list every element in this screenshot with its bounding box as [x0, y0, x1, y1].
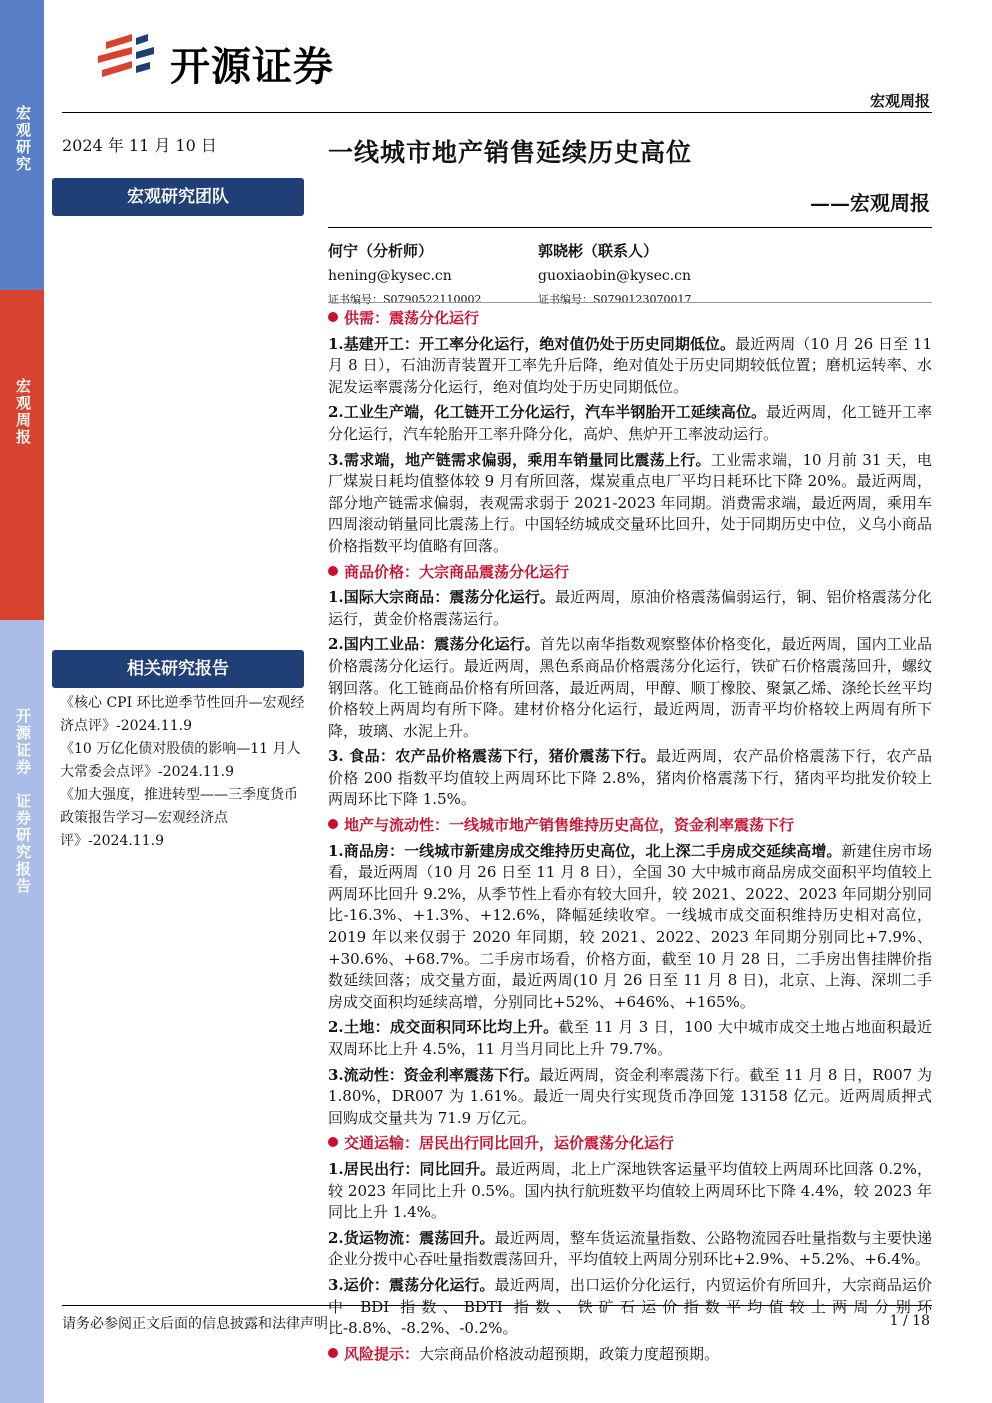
report-type: 宏观周报 — [869, 92, 930, 110]
para-lead: 3.流动性：资金利率震荡下行。 — [328, 1065, 540, 1084]
report-subtitle: ——宏观周报 — [810, 191, 930, 215]
para-text: 首先以南华指数观察整体价格变化，最近两周，国内工业品价格震荡分化运行。最近两周，黑色系商品价格震荡分化运行，铁矿石价格震荡回升，螺纹钢回落。化工链商品价格有所回落，最近两周，甲醇、顺丁橡胶、聚氯乙烯、涤纶长丝平均价格较上两周均有所下降。建材价格分化运行，最近两周，沥青平均价格较上两周有所下降，玻璃、水泥上升。 — [328, 635, 932, 740]
report-date: 2024 年 11 月 10 日 — [62, 136, 217, 155]
para-lead: 3.需求端，地产链需求偏弱，乘用车销量同比震荡上行。 — [328, 450, 711, 469]
side-label-bottom: 开源证券 证券研究报告 — [14, 708, 32, 895]
bullet-icon — [328, 312, 338, 322]
related-report-item[interactable]: 《核心 CPI 环比逆季节性回升—宏观经济点评》-2024.11.9 — [60, 695, 305, 734]
para-text: 最近两周，化工链开工率分化运行，汽车轮胎开工率升降分化，高炉、焦炉开工率波动运行。 — [328, 403, 932, 443]
para-lead: 1.国际大宗商品：震荡分化运行。 — [328, 588, 555, 607]
para-lead: 2.工业生产端，化工链开工分化运行，汽车半钢胎开工延续高位。 — [328, 403, 767, 422]
brand-logo-icon — [92, 28, 162, 88]
header-rule — [62, 112, 932, 113]
side-strip-bottom — [0, 620, 44, 1403]
brand-name: 开源证券 — [170, 44, 334, 90]
section-heading — [328, 1133, 932, 1155]
analyst-name: 郭晓彬（联系人） — [538, 242, 659, 260]
report-title: 一线城市地产销售延续历史高位 — [328, 138, 693, 167]
para-text: 最近两周，出口运价分化运行，内贸运价有所回升，大宗商品运价中 BDI 指数、BDTI 指数、铁矿石运价指数平均值较上两周分别环比-8.8%、-8.2%、-0.2%。 — [328, 1275, 932, 1338]
section-heading — [328, 815, 932, 837]
paragraph — [328, 1228, 932, 1271]
section-heading-text: 商品价格：大宗商品震荡分化运行 — [344, 562, 570, 581]
risk-lead: 风险提示： — [344, 1344, 420, 1363]
report-body — [328, 306, 932, 1369]
related-reports — [60, 692, 306, 853]
bullet-icon — [328, 1348, 338, 1358]
paragraph — [328, 587, 932, 630]
para-text: 最近两周，整车货运流量指数、公路物流园吞吐量指数与主要快递企业分拨中心吞吐量指数震荡回升，平均值较上两周分别环比+2.9%、+5.2%、+6.4%。 — [328, 1228, 932, 1269]
analyst-2 — [538, 240, 692, 307]
side-label-mid: 宏观周报 — [14, 378, 32, 446]
page-number: 1 / 18 — [889, 1313, 930, 1329]
side-label-top: 宏观研究 — [14, 105, 32, 173]
para-text: 截至 11 月 3 日，100 大中城市成交土地占地面积最近双周环比上升 4.5%，11 月当月同比上升 79.7%。 — [328, 1018, 932, 1058]
analyst-cert: 证书编号：S0790123070017 — [538, 293, 692, 306]
section-heading — [328, 562, 932, 584]
para-lead: 3.运价：震荡分化运行。 — [328, 1275, 495, 1294]
para-lead: 2.国内工业品：震荡分化运行。 — [328, 635, 540, 654]
paragraph — [328, 841, 932, 1014]
paragraph — [328, 634, 932, 742]
team-box: 宏观研究团队 — [52, 178, 304, 216]
para-lead: 3. 食品：农产品价格震荡下行，猪价震荡下行。 — [328, 747, 657, 766]
para-lead: 2.土地：成交面积同环比均上升。 — [328, 1018, 559, 1037]
related-report-item[interactable]: 《10 万亿化债对股债的影响—11 月人大常委会点评》-2024.11.9 — [60, 741, 301, 780]
para-text: 最近两周，资金利率震荡下行。截至 11 月 8 日，R007 为 1.80%，DR007 为 1.61%。最近一周央行实现货币净回笼 13158 亿元。近两周质押式回购成交量共为 71.9 万亿元。 — [328, 1065, 932, 1127]
side-strip-top — [0, 0, 44, 290]
section-heading-text: 供需：震荡分化运行 — [344, 309, 480, 327]
para-text: 最近两周，农产品价格震荡下行，农产品价格 200 指数平均值较上两周环比下降 2.8%，猪肉价格震荡下行，猪肉平均批发价较上两周环比下降 1.5%。 — [328, 747, 932, 809]
para-text: 最近两周，原油价格震荡偏弱运行，铜、铝价格震荡分化运行，黄金价格震荡运行。 — [328, 588, 932, 628]
para-lead: 2.货运物流：震荡回升。 — [328, 1228, 495, 1247]
paragraph — [328, 1159, 932, 1224]
risk-note — [328, 1344, 932, 1366]
para-lead: 1.基建开工：开工率分化运行，绝对值仍处于历史同期低位。 — [328, 334, 736, 353]
paragraph — [328, 1065, 932, 1130]
paragraph — [328, 1275, 932, 1340]
title-rule — [328, 227, 932, 228]
bullet-icon — [328, 819, 338, 829]
analyst-name: 何宁（分析师） — [328, 242, 434, 260]
related-report-item[interactable]: 《加大强度，推进转型——三季度货币政策报告学习—宏观经济点评》-2024.11.9 — [60, 787, 298, 849]
paragraph — [328, 450, 932, 558]
para-text: 工业需求端，10 月前 31 天，电厂煤炭日耗均值整体较 9 月有所回落，煤炭重点电厂平均日耗环比下降 20%。最近两周，部分地产链需求偏弱，表观需求弱于 2021-2023 年同期。消费需求端，最近两周，乘用车四周滚动销量同比震荡上行。中国轻纺城成交量环比回升，处于同期历史中位，义乌小商品价格指数平均值略有回落。 — [328, 450, 932, 555]
analyst-rule — [328, 302, 932, 303]
footer-rule — [62, 1305, 932, 1306]
para-text: 最近两周（10 月 26 日至 11 月 8 日），石油沥青装置开工率先升后降，绝对值处于历史同期较低位置；磨机运转率、水泥发运率震荡分化运行，绝对值均处于历史同期低位。 — [328, 334, 932, 396]
section-heading — [328, 308, 932, 330]
bullet-icon — [328, 566, 338, 576]
analyst-email: guoxiaobin@kysec.cn — [538, 268, 692, 284]
side-strip-mid — [0, 290, 44, 620]
bullet-icon — [328, 1137, 338, 1147]
analyst-1 — [328, 240, 482, 307]
para-text: 新建住房市场看，最近两周（10 月 26 日至 11 月 8 日），全国 30 大中城市商品房成交面积平均值较上两周环比回升 9.2%，从季节性上看亦有较大回升，较 2021、2022、2023 年同期分别同比-16.3%、+1.3%、+12.6%，降幅延续收窄。一线城市成交面积维持历史相对高位，2019 年以来仅弱于 2020 年同期，较 2021、2022、2023 年同期分别同比+7.9%、+30.6%、+68.7%。二手房市场看，价格方面，截至 10 月 28 日，二手房出售挂牌价指数延续回落；成交量方面，最近两周(10 月 26 日至 11 月 8 日)，北京、上海、深圳二手房成交面积均延续高增，分别同比+52%、+646%、+165%。 — [328, 841, 932, 1011]
paragraph — [328, 746, 932, 811]
para-lead: 1.商品房：一线城市新建房成交维持历史高位，北上深二手房成交延续高增。 — [328, 841, 842, 860]
related-box: 相关研究报告 — [52, 650, 304, 688]
paragraph — [328, 334, 932, 399]
paragraph — [328, 1017, 932, 1060]
para-lead: 1.居民出行：同比回升。 — [328, 1159, 496, 1178]
analyst-email: hening@kysec.cn — [328, 268, 452, 284]
risk-text: 大宗商品价格波动超预期，政策力度超预期。 — [419, 1344, 720, 1363]
footer-disclaimer: 请务必参阅正文后面的信息披露和法律声明 — [62, 1316, 328, 1332]
section-heading-text: 交通运输：居民出行同比回升，运价震荡分化运行 — [344, 1134, 675, 1153]
analyst-cert: 证书编号：S0790522110002 — [328, 293, 482, 306]
para-text: 最近两周，北上广深地铁客运量平均值较上两周环比回落 0.2%，较 2023 年同比上升 0.5%。国内执行航班数平均值较上两周环比下降 4.4%，较 2023 年同比上升 1.4%。 — [328, 1159, 932, 1222]
section-heading-text: 地产与流动性：一线城市地产销售维持历史高位，资金利率震荡下行 — [344, 816, 795, 835]
paragraph — [328, 402, 932, 445]
